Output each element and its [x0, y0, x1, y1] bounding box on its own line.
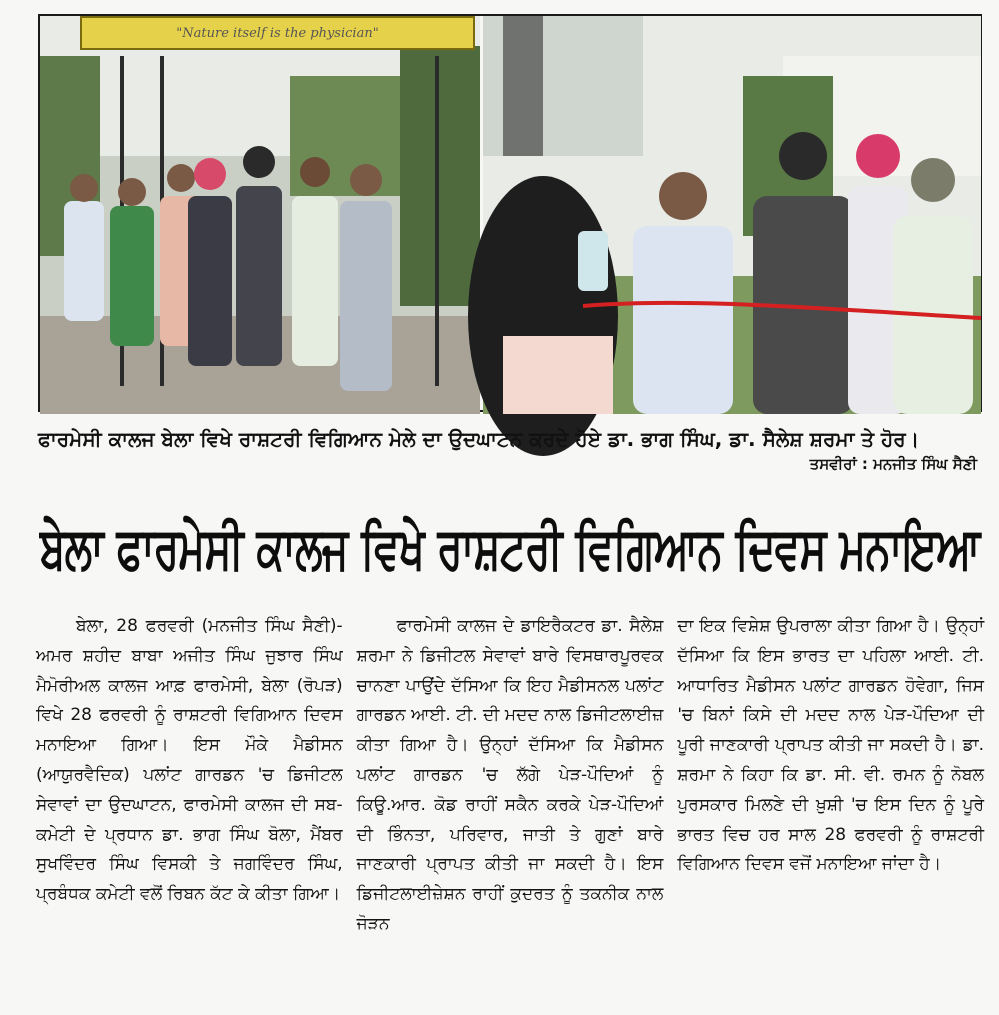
garden-sign: "Nature itself is the physician" — [80, 16, 475, 50]
article-body — [36, 612, 984, 1008]
paragraph: ਦਾ ਇਕ ਵਿਸ਼ੇਸ਼ ਉਪਰਾਲਾ ਕੀਤਾ ਗਿਆ ਹੈ। ਉਨ੍ਹਾਂ ਦੱਸਿਆ ਕਿ ਇਸ ਭਾਰਤ ਦਾ ਪਹਿਲਾ ਆਈ. ਟੀ. ਆਧਾਰਿਤ ਮੈਡੀਸਨ ਪਲਾਂਟ ਗਾਰਡਨ ਹੋਵੇਗਾ, ਜਿਸ 'ਚ ਬਿਨਾਂ ਕਿਸੇ ਦੀ ਮਦਦ ਨਾਲ ਪੇੜ-ਪੌਦਿਆ ਦੀ ਪੂਰੀ ਜਾਣਕਾਰੀ ਪ੍ਰਾਪਤ ਕੀਤੀ ਜਾ ਸਕਦੀ ਹੈ। ਡਾ. ਸ਼ਰਮਾ ਨੇ ਕਿਹਾ ਕਿ ਡਾ. ਸੀ. ਵੀ. ਰਮਨ ਨੂੰ ਨੋਬਲ ਪੁਰਸਕਾਰ ਮਿਲਣੇ ਦੀ ਖ਼ੁਸ਼ੀ 'ਚ ਇਸ ਦਿਨ ਨੂੰ ਪੂਰੇ ਭਾਰਤ ਵਿਚ ਹਰ ਸਾਲ 28 ਫਰਵਰੀ ਨੂੰ ਰਾਸ਼ਟਰੀ ਵਿਗਿਆਨ ਦਿਵਸ ਵਜੋਂ ਮਨਾਇਆ ਜਾਂਦਾ ਹੈ। — [677, 616, 985, 875]
article-column-2 — [357, 612, 664, 1008]
ribbon-cutting-photo — [483, 16, 981, 410]
article-column-1 — [36, 612, 343, 1008]
photo-caption: ਫਾਰਮੇਸੀ ਕਾਲਜ ਬੇਲਾ ਵਿਖੇ ਰਾਸ਼ਟਰੀ ਵਿਗਿਆਨ ਮੇਲੇ ਦਾ ਉਦਘਾਟਨ ਕਰਦੇ ਹੋਏ ਡਾ. ਭਾਗ ਸਿੰਘ, ਡਾ. ਸੈਲੇਸ਼ ਸ਼ਰਮਾ ਤੇ ਹੋਰ। — [38, 427, 920, 451]
photo-credit: ਤਸਵੀਰਾਂ : ਮਨਜੀਤ ਸਿੰਘ ਸੈਣੀ — [809, 455, 977, 473]
paragraph: ਬੇਲਾ, 28 ਫਰਵਰੀ (ਮਨਜੀਤ ਸਿੰਘ ਸੈਣੀ)-ਅਮਰ ਸ਼ਹੀਦ ਬਾਬਾ ਅਜੀਤ ਸਿੰਘ ਜੁਝਾਰ ਸਿੰਘ ਮੈਮੋਰੀਅਲ ਕਾਲਜ ਆਫ਼ ਫਾਰਮੇਸੀ, ਬੇਲਾ (ਰੋਪੜ) ਵਿਖੇ 28 ਫਰਵਰੀ ਨੂੰ ਰਾਸ਼ਟਰੀ ਵਿਗਿਆਨ ਦਿਵਸ ਮਨਾਇਆ ਗਿਆ। ਇਸ ਮੌਕੇ ਮੈਡੀਸਨ (ਆਯੁਰਵੈਦਿਕ) ਪਲਾਂਟ ਗਾਰਡਨ 'ਚ ਡਿਜੀਟਲ ਸੇਵਾਵਾਂ ਦਾ ਉਦਘਾਟਨ, ਫਾਰਮੇਸੀ ਕਾਲਜ ਦੀ ਸਬ-ਕਮੇਟੀ ਦੇ ਪ੍ਰਧਾਨ ਡਾ. ਭਾਗ ਸਿੰਘ ਬੋਲਾ, ਮੈਂਬਰ ਸੁਖਵਿੰਦਰ ਸਿੰਘ ਵਿਸਕੀ ਤੇ ਜਗਵਿੰਦਰ ਸਿੰਘ, ਪ੍ਰਬੰਧਕ ਕਮੇਟੀ ਵਲੋਂ ਰਿਬਨ ਕੱਟ ਕੇ ਕੀਤਾ ਗਿਆ। — [36, 616, 343, 905]
group-photo-illustration — [40, 16, 480, 414]
ribbon-cutting-illustration — [483, 16, 981, 414]
paragraph: ਫਾਰਮੇਸੀ ਕਾਲਜ ਦੇ ਡਾਇਰੈਕਟਰ ਡਾ. ਸੈਲੇਸ਼ ਸ਼ਰਮਾ ਨੇ ਡਿਜੀਟਲ ਸੇਵਾਵਾਂ ਬਾਰੇ ਵਿਸਥਾਰਪੂਰਵਕ ਚਾਨਣਾ ਪਾਉਂਦੇ ਦੱਸਿਆ ਕਿ ਇਹ ਮੈਡੀਸਨਲ ਪਲਾਂਟ ਗਾਰਡਨ ਆਈ. ਟੀ. ਦੀ ਮਦਦ ਨਾਲ ਡਿਜੀਟਲਾਈਜ਼ ਕੀਤਾ ਗਿਆ ਹੈ। ਉਨ੍ਹਾਂ ਦੱਸਿਆ ਕਿ ਮੈਡੀਸਨ ਪਲਾਂਟ ਗਾਰਡਨ 'ਚ ਲੱਗੇ ਪੇੜ-ਪੌਦਿਆਂ ਨੂੰ ਕਿਊ.ਆਰ. ਕੋਡ ਰਾਹੀਂ ਸਕੈਨ ਕਰਕੇ ਪੇੜ-ਪੌਦਿਆਂ ਦੀ ਭਿੰਨਤਾ, ਪਰਿਵਾਰ, ਜਾਤੀ ਤੇ ਗੁਣਾਂ ਬਾਰੇ ਜਾਣਕਾਰੀ ਪ੍ਰਾਪਤ ਕੀਤੀ ਜਾ ਸਕਦੀ ਹੈ। ਇਸ ਡਿਜੀਟਲਾਈਜ਼ੇਸ਼ਨ ਰਾਹੀਂ ਕੁਦਰਤ ਨੂੰ ਤਕਨੀਕ ਨਾਲ ਜੋੜਨ — [356, 616, 664, 934]
group-photo — [40, 16, 483, 410]
photo-panel — [38, 14, 982, 412]
headline: ਬੇਲਾ ਫਾਰਮੇਸੀ ਕਾਲਜ ਵਿਖੇ ਰਾਸ਼ਟਰੀ ਵਿਗਿਆਨ ਦਿਵਸ ਮਨਾਇਆ — [40, 514, 980, 582]
article-column-3 — [677, 612, 984, 1008]
